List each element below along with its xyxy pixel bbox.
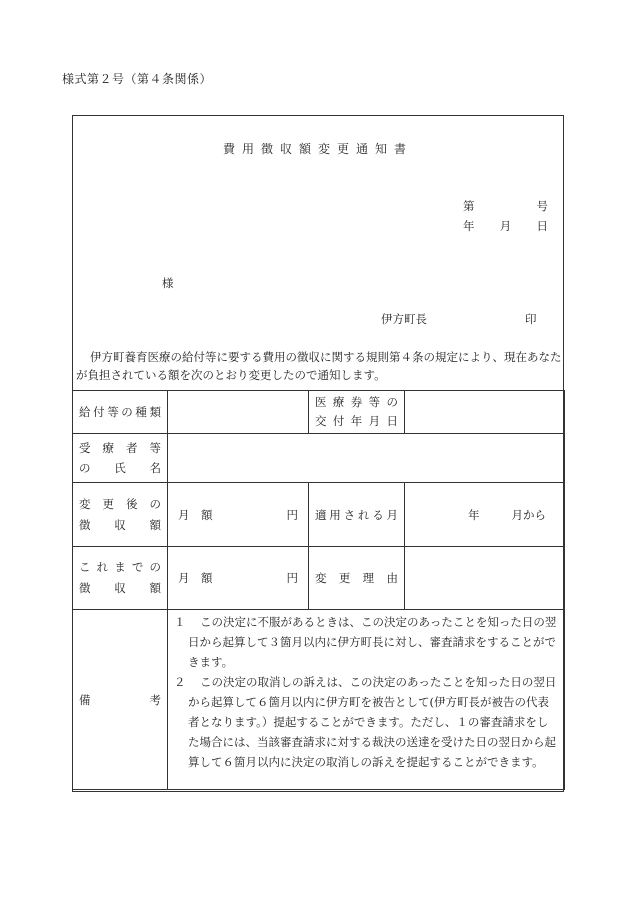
changed-amount-label — [73, 483, 168, 547]
monthly-label: 月 額 — [178, 507, 213, 522]
monthly-label: 月 額 — [178, 571, 213, 585]
label-line: 医 療 券 等 の — [315, 395, 398, 409]
label-line: 徴 収 額 — [79, 517, 161, 532]
note-item — [174, 612, 558, 672]
ticket-date-value — [405, 391, 565, 434]
change-reason-label — [309, 547, 405, 610]
date-day: 日 — [536, 219, 548, 233]
applied-year: 年 — [468, 507, 480, 522]
previous-monthly-amount — [168, 547, 309, 610]
previous-amount-label — [73, 547, 168, 610]
note-text: この決定の取消しの訴えは、この決定のあったことを知った日の翌日から起算して６箇月以内に伊方町を被告として(伊方町長が被告の代表者となります。）提起することができます。ただし、１の審査請求をした場合には、当該審査請求に対する裁決の送達を受けた日の翌日から起算して６箇月以内に決定の取消しの訴えを提起することができます。 — [188, 675, 557, 769]
label-chars: 給 付 等 の 種 類 — [79, 405, 161, 419]
label-line: 交 付 年 月 日 — [315, 414, 398, 428]
label-line: の 氏 名 — [79, 461, 161, 475]
changed-monthly-amount — [168, 483, 309, 547]
intro-paragraph: 伊方町養育医療の給付等に要する費用の徴収に関する規則第４条の規定により、現在あなたが負担されている額を次のとおり変更したので通知します。 — [76, 350, 562, 382]
number-suffix: 号 — [536, 199, 548, 213]
applied-line — [405, 507, 564, 523]
document-title: 費用徴収額変更通知書 — [222, 142, 413, 156]
label-chars: 変 更 理 由 — [315, 571, 398, 585]
table-row — [73, 391, 565, 434]
amount-line — [168, 570, 308, 586]
table-row — [73, 434, 565, 483]
ticket-date-label — [309, 391, 405, 434]
yen-unit: 円 — [286, 571, 298, 585]
remarks-value — [168, 610, 565, 790]
remarks-notes — [168, 610, 564, 774]
change-reason-value — [405, 547, 565, 610]
form-header — [73, 116, 563, 396]
table-row — [73, 483, 565, 547]
label-line: こ れ ま で の — [79, 560, 161, 574]
amount-line — [168, 507, 308, 523]
number-prefix: 第 — [463, 199, 475, 213]
date-year: 年 — [463, 219, 475, 233]
note-number: １ — [174, 615, 186, 629]
notice-form — [72, 115, 564, 792]
document-number — [463, 198, 548, 214]
patient-name-value — [168, 434, 565, 483]
note-item — [174, 672, 558, 772]
form-number-label: 様式第２号（第４条関係） — [62, 72, 213, 86]
date-month: 月 — [499, 219, 512, 233]
label-line: 変 更 後 の — [79, 496, 161, 511]
applied-month-value — [405, 483, 565, 547]
label-chars: 適 用 さ れ る 月 — [315, 507, 398, 522]
label-line: 徴 収 額 — [79, 581, 161, 595]
note-number: ２ — [174, 675, 186, 689]
benefit-type-value — [168, 391, 309, 434]
yen-unit: 円 — [286, 507, 298, 522]
applied-from: 月から — [511, 507, 546, 522]
label-line: 受 療 者 等 — [79, 441, 161, 455]
issuer-name: 伊方町長 — [381, 312, 427, 326]
benefit-type-label — [73, 391, 168, 434]
label-chars: 備 考 — [79, 692, 161, 707]
document-date — [463, 218, 548, 234]
applied-month-label — [309, 483, 405, 547]
table-row — [73, 610, 565, 790]
seal-mark: 印 — [525, 312, 537, 326]
recipient-honorific: 様 — [162, 276, 174, 290]
patient-name-label — [73, 434, 168, 483]
note-text: この決定に不服があるときは、この決定のあったことを知った日の翌日から起算して３箇月以内に伊方町長に対し、審査請求をすることができます。 — [188, 615, 557, 669]
table-row — [73, 547, 565, 610]
remarks-label — [73, 610, 168, 790]
notice-table — [72, 390, 565, 790]
